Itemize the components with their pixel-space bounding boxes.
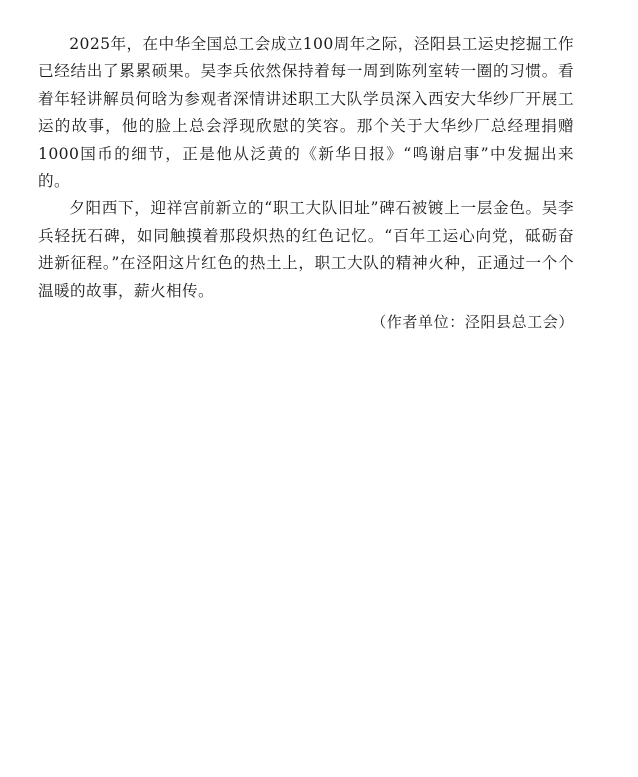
article-paragraph-2: 夕阳西下，迎祥宫前新立的“职工大队旧址”碑石被镀上一层金色。吴李兵轻抚石碑，如同触摸着那段炽热的红色记忆。“百年工运心向党，砥砺奋进新征程。”在泾阳这片红色的热土上，职工大队的精神火种，正通过一个个温暖的故事，薪火相传。 — [38, 199, 574, 300]
author-byline: （作者单位：泾阳县总工会） — [371, 313, 574, 332]
article-paragraph-1: 2025年，在中华全国总工会成立100周年之际，泾阳县工运史挖掘工作已经结出了累累硕果。吴李兵依然保持着每一周到陈列室转一圈的习惯。看着年轻讲解员何晗为参观者深情讲述职工大队学员深入西安大华纱厂开展工运的故事，他的脸上总会浮现欣慰的笑容。那个关于大华纱厂总经理捐赠1000国币的细节，正是他从泛黄的《新华日报》“鸣谢启事”中发掘出来的。 — [38, 35, 574, 191]
article-body — [38, 31, 574, 336]
